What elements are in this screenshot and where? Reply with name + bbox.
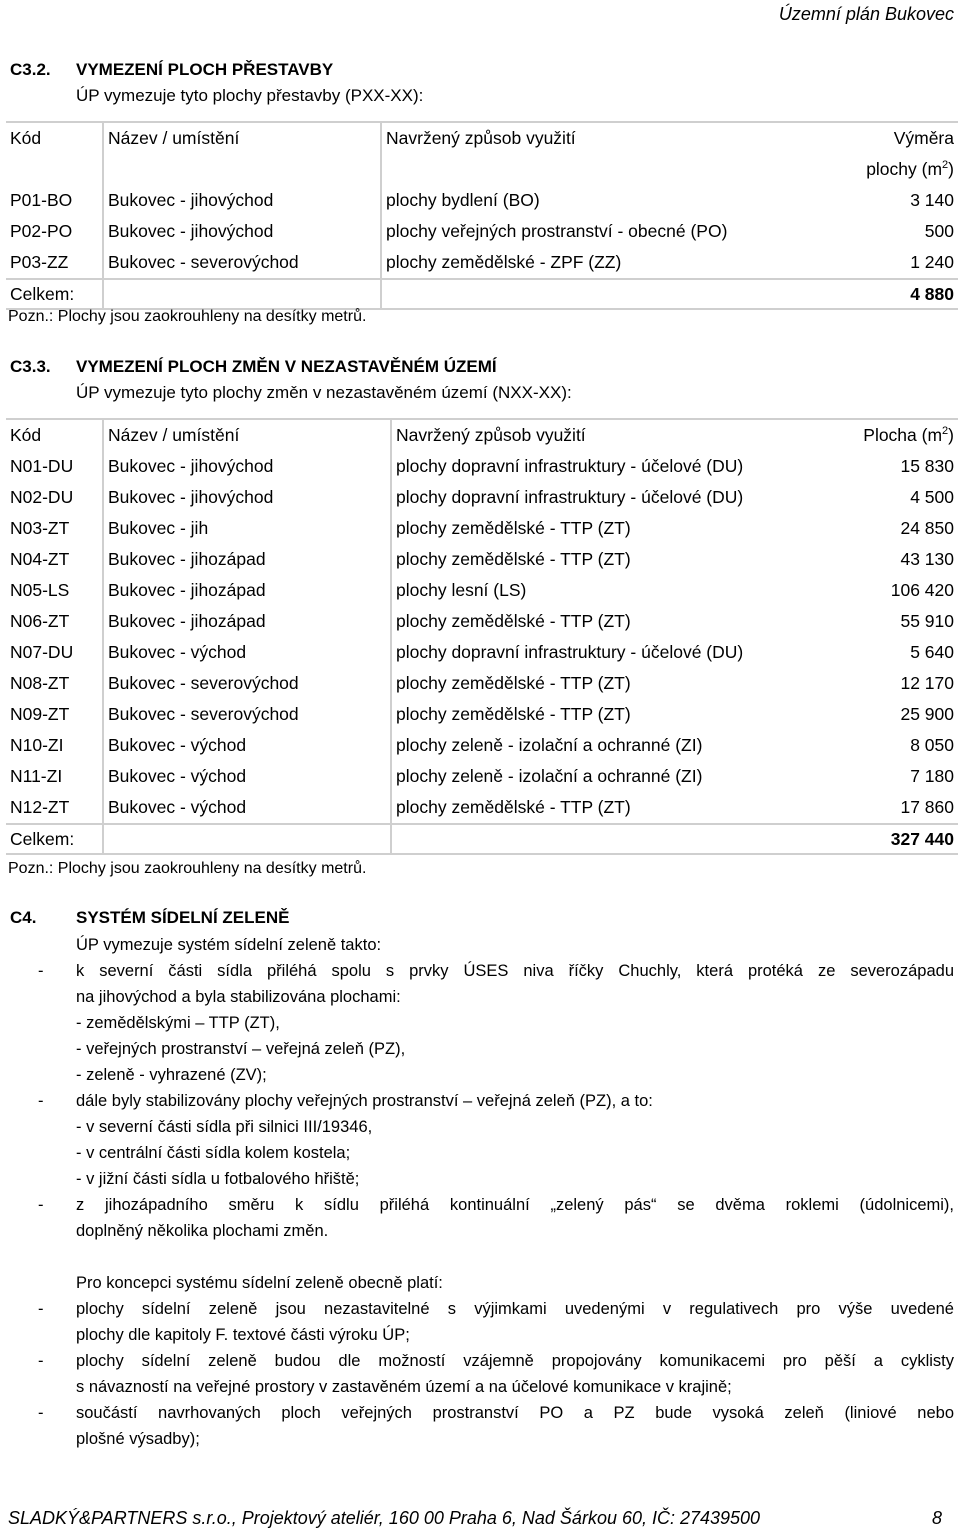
col-code: Kód (6, 419, 103, 451)
table-row: N02-DU Bukovec - jihovýchod plochy dopravní infrastruktury - účelové (DU) 4 500 (6, 482, 958, 513)
table-note: Pozn.: Plochy jsou zaokrouhleny na desítky metrů. (8, 308, 367, 325)
table-row: P03-ZZ Bukovec - severovýchod plochy zemědělské - ZPF (ZZ) 1 240 (6, 247, 958, 279)
table-row: N01-DU Bukovec - jihovýchod plochy dopravní infrastruktury - účelové (DU) 15 830 (6, 451, 958, 482)
col-use: Navržený způsob využití (391, 419, 806, 451)
col-code: Kód (6, 122, 103, 154)
section-number: C3.3. (10, 357, 51, 376)
col-area: Výměra (806, 122, 958, 154)
section-intro: ÚP vymezuje tyto plochy přestavby (PXX-XX): (76, 86, 424, 105)
table-row: P02-PO Bukovec - jihovýchod plochy veřejných prostranství - obecné (PO) 500 (6, 216, 958, 247)
table-row: N06-ZT Bukovec - jihozápad plochy zemědělské - TTP (ZT) 55 910 (6, 606, 958, 637)
table-row: N11-ZI Bukovec - východ plochy zeleně - izolační a ochranné (ZI) 7 180 (6, 761, 958, 792)
table-row: N07-DU Bukovec - východ plochy dopravní infrastruktury - účelové (DU) 5 640 (6, 637, 958, 668)
section-intro: ÚP vymezuje systém sídelní zeleně takto: (76, 936, 382, 954)
col-area: Plocha $(m^2)$ (806, 419, 958, 451)
page-footer (8, 1508, 942, 1529)
table-header-row (6, 154, 958, 185)
table-prestavba (6, 121, 958, 310)
col-area-unit: plochy $(m^2)$ (866, 159, 954, 179)
section-title: VYMEZENÍ PLOCH ZMĚN V NEZASTAVĚNÉM ÚZEMÍ (76, 357, 497, 376)
total-label: Celkem: (6, 279, 103, 309)
total-value: 327 440 (806, 824, 958, 854)
section-number: C4. (10, 908, 37, 927)
paragraph: Pro koncepci systému sídelní zeleně obecně platí: (76, 1274, 443, 1292)
table-row: N05-LS Bukovec - jihozápad plochy lesní (LS) 106 420 (6, 575, 958, 606)
table-row: N04-ZT Bukovec - jihozápad plochy zemědělské - TTP (ZT) 43 130 (6, 544, 958, 575)
table-row: N09-ZT Bukovec - severovýchod plochy zemědělské - TTP (ZT) 25 900 (6, 699, 958, 730)
page-header: Územní plán Bukovec (778, 4, 954, 24)
col-use: Navržený způsob využití (381, 122, 806, 154)
table-total-row (6, 279, 958, 309)
table-header-row (6, 419, 958, 451)
page-number: 8 (931, 1508, 942, 1528)
section-title: SYSTÉM SÍDELNÍ ZELENĚ (76, 908, 290, 927)
total-label: Celkem: (6, 824, 103, 854)
table-zmeny (6, 418, 958, 855)
table-row: N10-ZI Bukovec - východ plochy zeleně - izolační a ochranné (ZI) 8 050 (6, 730, 958, 761)
table-total-row (6, 824, 958, 854)
table-row: N08-ZT Bukovec - severovýchod plochy zemědělské - TTP (ZT) 12 170 (6, 668, 958, 699)
table-note: Pozn.: Plochy jsou zaokrouhleny na desítky metrů. (8, 860, 367, 877)
table-row: N03-ZT Bukovec - jih plochy zemědělské - TTP (ZT) 24 850 (6, 513, 958, 544)
total-value: 4 880 (806, 279, 958, 309)
table-row: P01-BO Bukovec - jihovýchod plochy bydlení (BO) 3 140 (6, 185, 958, 216)
bullet-list: - plochy sídelní zeleně jsou nezastavitelné s výjimkami uvedenými v regulativech pro výše uvedené plochy dle kapitoly F. textové části výroku ÚP; - plochy sídelní zeleně budou dle možností vzájemně propojovány komunikacemi pro pěší a cyklisty s návazností na veřejné prostory v zastavěném území a na účelové komunikace v krajině; - součástí navrhovaných ploch veřejných prostranství PO a PZ bude vysoká zeleň (liniové nebo plošné výsadby); (38, 1300, 954, 1448)
table-row: N12-ZT Bukovec - východ plochy zemědělské - TTP (ZT) 17 860 (6, 792, 958, 824)
table-header-row (6, 122, 958, 154)
footer-text: SLADKÝ&PARTNERS s.r.o., Projektový ateliér, 160 00 Praha 6, Nad Šárkou 60, IČ: 27439500 (8, 1508, 761, 1528)
section-number: C3.2. (10, 60, 51, 79)
section-intro: ÚP vymezuje tyto plochy změn v nezastavěném území (NXX-XX): (76, 383, 572, 402)
col-name: Název / umístění (103, 419, 391, 451)
col-name: Název / umístění (103, 122, 381, 154)
bullet-list: - k severní části sídla přiléhá spolu s prvky ÚSES niva říčky Chuchly, která protéká ze severozápadu na jihovýchod a byla stabilizována plochami: - zemědělskými – TTP (ZT), - veřejných prostranství – veřejná zeleň (PZ), - zeleně - vyhrazené (ZV); - dále byly stabilizovány plochy veřejných prostranství – veřejná zeleň (PZ), a to: - v severní části sídla při silnici III/19346, - v centrální části sídla kolem kostela; - v jižní části sídla u fotbalového hřiště; - z jihozápadního směru k sídlu přiléhá kontinuální „zelený pás“ se dvěma roklemi (údolnicemi), doplněný několika plochami změn. (38, 962, 954, 1240)
section-title: VYMEZENÍ PLOCH PŘESTAVBY (76, 60, 334, 79)
